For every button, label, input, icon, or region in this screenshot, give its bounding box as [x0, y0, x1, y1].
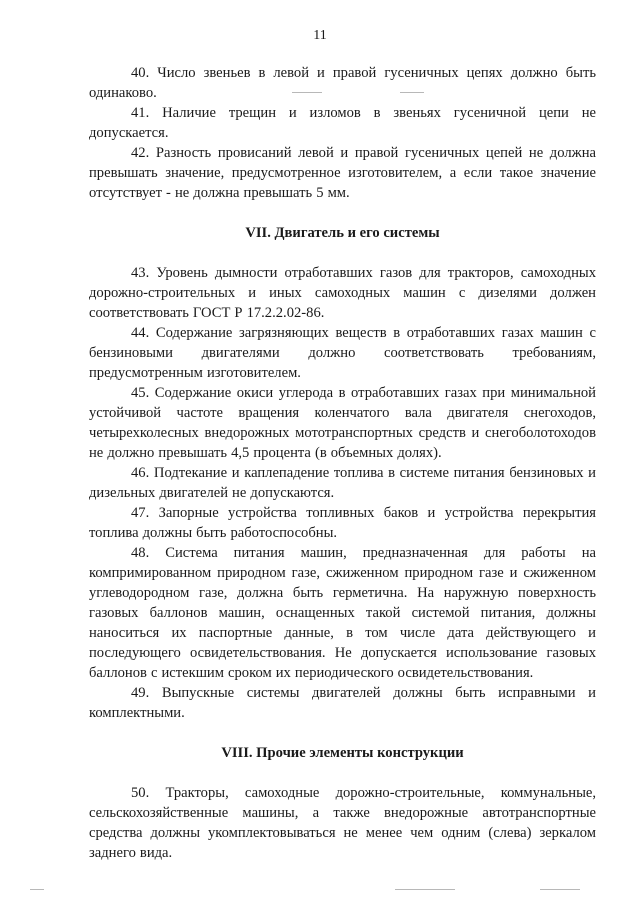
scan-artifact-line: [30, 889, 44, 890]
scan-artifact-line: [395, 889, 455, 890]
paragraph-42: 42. Разность провисаний левой и правой гусеничных цепей не должна превышать значение, предусмотренное изготовителем, а если такое значение отсутствует - не должна превышать 5 мм.: [89, 145, 596, 201]
page-number: 11: [313, 28, 327, 43]
scan-artifact-line: [540, 889, 580, 890]
paragraph-44: 44. Содержание загрязняющих веществ в отработавших газах машин с бензиновыми двигателями должно соответствовать требованиям, предусмотренным изготовителем.: [89, 325, 596, 381]
paragraph-49: 49. Выпускные системы двигателей должны быть исправными и комплектными.: [89, 685, 596, 721]
paragraph-50: 50. Тракторы, самоходные дорожно-строительные, коммунальные, сельскохозяйственные машины, а также внедорожные автотранспортные средства должны укомплектовываться не менее чем одним (слева) зеркалом заднего вида.: [89, 785, 596, 861]
paragraph-43: 43. Уровень дымности отработавших газов для тракторов, самоходных дорожно-строительных и иных самоходных машин с дизелями должен соответствовать ГОСТ Р 17.2.2.02-86.: [89, 265, 596, 321]
section-heading-viii: VIII. Прочие элементы конструкции: [221, 745, 464, 761]
paragraph-47: 47. Запорные устройства топливных баков и устройства перекрытия топлива должны быть работоспособны.: [89, 505, 596, 541]
scan-artifact-line: [292, 92, 322, 93]
document-body: [89, 63, 596, 863]
scan-artifact-line: [400, 92, 424, 93]
paragraph-41: 41. Наличие трещин и изломов в звеньях гусеничной цепи не допускается.: [89, 105, 596, 141]
paragraph-40: 40. Число звеньев в левой и правой гусеничных цепях должно быть одинаково.: [89, 65, 596, 101]
paragraph-48: 48. Система питания машин, предназначенная для работы на компримированном природном газе, сжиженном природном газе и сжиженном углеводородном газе, должна быть герметична. На наружную поверхность газовых баллонов машин, оснащенных такой системой питания, должны наноситься их паспортные данные, в том числе дата действующего и последующего освидетельствования. Не допускается использование газовых баллонов с истекшим сроком их периодического освидетельствования.: [89, 545, 596, 681]
paragraph-46: 46. Подтекание и каплепадение топлива в системе питания бензиновых и дизельных двигателей не допускаются.: [89, 465, 596, 501]
paragraph-45: 45. Содержание окиси углерода в отработавших газах при минимальной устойчивой частоте вращения коленчатого вала двигателя снегоходов, четырехколесных внедорожных мототранспортных средств и снегоболотоходов не должно превышать 4,5 процента (в объемных долях).: [89, 385, 596, 461]
section-heading-vii: VII. Двигатель и его системы: [245, 225, 440, 241]
